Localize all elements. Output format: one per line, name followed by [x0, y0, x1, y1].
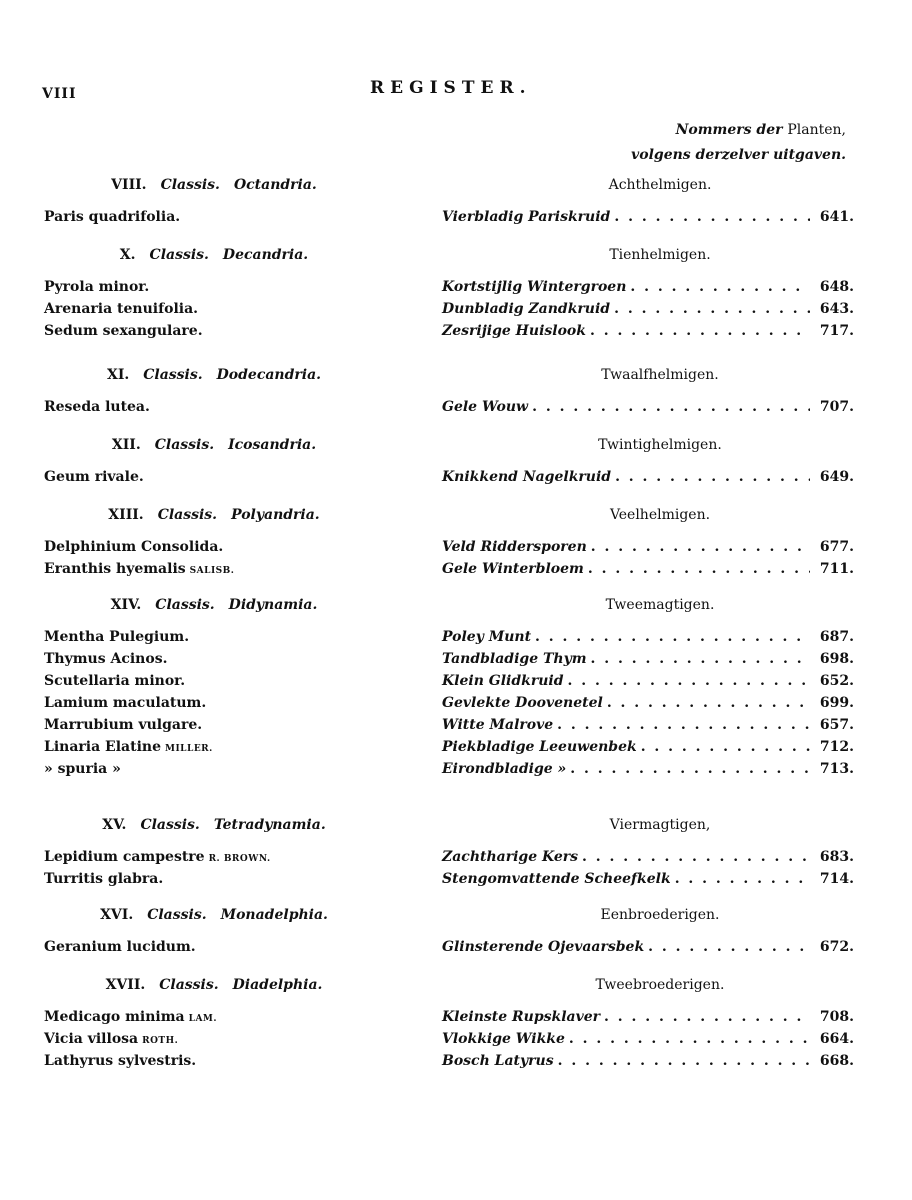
dutch-name: Knikkend Nagelkruid — [442, 469, 612, 485]
plant-number: 714. — [819, 871, 854, 887]
class-number: XIII. — [108, 507, 144, 523]
latin-species — [44, 736, 364, 758]
class-order: Dodecandria. — [216, 367, 322, 383]
dutch-entry — [442, 736, 854, 758]
plant-number: 652. — [819, 673, 854, 689]
latin-section — [44, 242, 364, 342]
latin-species — [44, 692, 364, 714]
class-heading — [44, 812, 364, 838]
class-number: X. — [119, 247, 136, 263]
latin-species — [44, 276, 364, 298]
latin-species — [44, 626, 364, 648]
dutch-section — [442, 902, 854, 958]
dutch-entry — [442, 626, 854, 648]
latin-list — [44, 396, 364, 418]
latin-name: Scutellaria minor. — [44, 673, 186, 689]
plant-number: 657. — [819, 717, 854, 733]
leader-dots — [532, 396, 810, 418]
group-heading: Tienhelmigen. — [609, 247, 711, 263]
classis-label: Classis. — [149, 247, 209, 263]
class-number: XIV. — [110, 597, 142, 613]
dutch-name: Stengomvattende Scheefkelk — [442, 871, 671, 887]
leader-dots — [675, 868, 810, 890]
latin-list — [44, 276, 364, 342]
latin-species — [44, 298, 364, 320]
class-number: XVI. — [100, 907, 134, 923]
leader-dots — [535, 626, 810, 648]
latin-list — [44, 936, 364, 958]
dutch-list — [442, 626, 854, 780]
plant-number: 672. — [819, 939, 854, 955]
dutch-entry — [442, 536, 854, 558]
page-folio: VIII — [42, 86, 77, 102]
dutch-entry — [442, 714, 854, 736]
latin-species — [44, 936, 364, 958]
leader-dots — [614, 298, 810, 320]
latin-species — [44, 536, 364, 558]
leader-dots — [590, 320, 810, 342]
latin-name: Mentha Pulegium. — [44, 629, 190, 645]
class-number: XII. — [111, 437, 141, 453]
dutch-section — [442, 172, 854, 228]
dutch-name: Vlokkige Wikke — [442, 1031, 565, 1047]
latin-species — [44, 670, 364, 692]
dutch-list — [442, 846, 854, 890]
dutch-name: Gele Wouw — [442, 399, 529, 415]
dutch-section — [442, 812, 854, 890]
leader-dots — [570, 758, 810, 780]
latin-author: R. BROWN. — [208, 854, 271, 864]
dutch-entry — [442, 1050, 854, 1072]
latin-species — [44, 846, 364, 868]
latin-name: Delphinium Consolida. — [44, 539, 224, 555]
dutch-name: Eirondbladige » — [442, 761, 567, 777]
dutch-name: Poley Munt — [442, 629, 532, 645]
class-order: Tetradynamia. — [213, 817, 326, 833]
leader-dots — [569, 1028, 810, 1050]
latin-species — [44, 1028, 364, 1050]
latin-name: Turritis glabra. — [44, 871, 164, 887]
column-note-line-1 — [486, 118, 846, 143]
plant-number: 699. — [819, 695, 854, 711]
leader-dots — [604, 1006, 810, 1028]
latin-section — [44, 432, 364, 488]
leader-dots — [591, 648, 810, 670]
latin-author: LAM. — [188, 1014, 218, 1024]
dutch-name: Dunbladig Zandkruid — [442, 301, 611, 317]
column-note-text: Nommers der — [675, 122, 783, 138]
dutch-name: Gele Winterbloem — [442, 561, 584, 577]
latin-name: Lathyrus sylvestris. — [44, 1053, 197, 1069]
latin-list — [44, 846, 364, 890]
dutch-entry — [442, 298, 854, 320]
classis-label: Classis. — [147, 907, 207, 923]
dutch-list — [442, 206, 854, 228]
dutch-entry — [442, 396, 854, 418]
latin-section — [44, 502, 364, 580]
plant-number: 712. — [819, 739, 854, 755]
latin-species — [44, 1050, 364, 1072]
latin-name: Vicia villosa — [44, 1031, 139, 1047]
latin-section — [44, 902, 364, 958]
latin-name: » spuria » — [44, 761, 121, 777]
leader-dots — [568, 670, 810, 692]
class-heading — [44, 502, 364, 528]
dutch-section — [442, 502, 854, 580]
plant-number: 698. — [819, 651, 854, 667]
classis-label: Classis. — [143, 367, 203, 383]
group-heading: Tweebroederigen. — [595, 977, 725, 993]
dutch-name: Veld Riddersporen — [442, 539, 587, 555]
leader-dots — [614, 206, 810, 228]
plant-number: 687. — [819, 629, 854, 645]
dutch-entry — [442, 846, 854, 868]
latin-name: Geum rivale. — [44, 469, 144, 485]
dutch-name: Piekbladige Leeuwenbek — [442, 739, 637, 755]
latin-list — [44, 1006, 364, 1072]
leader-dots — [615, 466, 810, 488]
latin-author: SALISB. — [189, 566, 235, 576]
latin-species — [44, 758, 364, 780]
class-order: Octandria. — [233, 177, 317, 193]
dutch-section — [442, 242, 854, 342]
leader-dots — [641, 736, 810, 758]
latin-name: Geranium lucidum. — [44, 939, 196, 955]
dutch-entry — [442, 670, 854, 692]
dutch-entry — [442, 320, 854, 342]
class-number: VIII. — [111, 177, 147, 193]
group-heading: Twintighelmigen. — [598, 437, 722, 453]
classis-label: Classis. — [140, 817, 200, 833]
group-heading: Achthelmigen. — [608, 177, 712, 193]
latin-species — [44, 206, 364, 228]
plant-number: 713. — [819, 761, 854, 777]
group-heading: Eenbroederigen. — [600, 907, 720, 923]
dutch-name: Gevlekte Doovenetel — [442, 695, 603, 711]
class-number: XVII. — [105, 977, 146, 993]
leader-dots — [648, 936, 810, 958]
latin-author: MILLER. — [164, 744, 213, 754]
dutch-section — [442, 432, 854, 488]
latin-species — [44, 320, 364, 342]
leader-dots — [582, 846, 810, 868]
class-heading — [44, 172, 364, 198]
latin-species — [44, 396, 364, 418]
class-order: Decandria. — [222, 247, 309, 263]
dutch-entry — [442, 936, 854, 958]
dutch-entry — [442, 276, 854, 298]
dutch-entry — [442, 206, 854, 228]
latin-name: Medicago minima — [44, 1009, 185, 1025]
latin-section — [44, 362, 364, 418]
plant-number: 708. — [819, 1009, 854, 1025]
dutch-name: Bosch Latyrus — [442, 1053, 554, 1069]
latin-species — [44, 648, 364, 670]
latin-name: Sedum sexangulare. — [44, 323, 203, 339]
dutch-section — [442, 972, 854, 1072]
group-heading: Viermagtigen, — [609, 817, 711, 833]
class-order: Monadelphia. — [220, 907, 328, 923]
class-order: Diadelphia. — [232, 977, 323, 993]
leader-dots — [558, 1050, 810, 1072]
plant-number: 664. — [819, 1031, 854, 1047]
latin-species — [44, 714, 364, 736]
class-heading — [44, 902, 364, 928]
classis-label: Classis. — [157, 507, 218, 523]
classis-label: Classis. — [155, 597, 215, 613]
class-order: Didynamia. — [228, 597, 318, 613]
class-heading — [44, 592, 364, 618]
dutch-entry — [442, 466, 854, 488]
latin-species — [44, 1006, 364, 1028]
plant-number: 641. — [819, 209, 854, 225]
leader-dots — [591, 536, 810, 558]
leader-dots — [588, 558, 810, 580]
group-heading: Tweemagtigen. — [605, 597, 715, 613]
classis-label: Classis. — [159, 977, 219, 993]
latin-list — [44, 466, 364, 488]
class-heading — [44, 972, 364, 998]
dutch-list — [442, 276, 854, 342]
column-note-line-2: volgens derzelver uitgaven. — [631, 147, 846, 163]
dutch-name: Klein Glidkruid — [442, 673, 564, 689]
plant-number: 643. — [819, 301, 854, 317]
dutch-entry — [442, 758, 854, 780]
class-number: XI. — [106, 367, 130, 383]
dutch-entry — [442, 1006, 854, 1028]
latin-section — [44, 812, 364, 890]
leader-dots — [607, 692, 810, 714]
plant-number: 668. — [819, 1053, 854, 1069]
dutch-entry — [442, 558, 854, 580]
class-heading — [44, 242, 364, 268]
dutch-list — [442, 936, 854, 958]
latin-name: Thymus Acinos. — [44, 651, 168, 667]
dutch-name: Zesrijige Huislook — [442, 323, 586, 339]
latin-list — [44, 626, 364, 780]
dutch-name: Zachtharige Kers — [442, 849, 579, 865]
dutch-list — [442, 396, 854, 418]
dutch-list — [442, 1006, 854, 1072]
classis-label: Classis. — [154, 437, 215, 453]
latin-name: Pyrola minor. — [44, 279, 150, 295]
dutch-section — [442, 362, 854, 418]
dutch-entry — [442, 868, 854, 890]
classis-label: Classis. — [160, 177, 220, 193]
latin-section — [44, 592, 364, 780]
class-order: Icosandria. — [228, 437, 317, 453]
latin-name: Linaria Elatine — [44, 739, 161, 755]
dutch-name: Witte Malrove — [442, 717, 554, 733]
plant-number: 711. — [819, 561, 854, 577]
dutch-list — [442, 466, 854, 488]
latin-name: Lepidium campestre — [44, 849, 205, 865]
dutch-entry — [442, 648, 854, 670]
dutch-list — [442, 536, 854, 580]
plant-number: 677. — [819, 539, 854, 555]
latin-name: Arenaria tenuifolia. — [44, 301, 199, 317]
class-heading — [44, 432, 364, 458]
group-heading: Twaalfhelmigen. — [601, 367, 719, 383]
latin-name: Lamium maculatum. — [44, 695, 207, 711]
plant-number: 683. — [819, 849, 854, 865]
latin-name: Reseda lutea. — [44, 399, 150, 415]
latin-species — [44, 558, 364, 580]
latin-author: ROTH. — [142, 1036, 179, 1046]
latin-section — [44, 972, 364, 1072]
dutch-name: Tandbladige Thym — [442, 651, 587, 667]
plant-number: 717. — [819, 323, 854, 339]
plant-number: 707. — [819, 399, 854, 415]
latin-name: Eranthis hyemalis — [44, 561, 186, 577]
latin-species — [44, 868, 364, 890]
leader-dots — [557, 714, 810, 736]
dutch-name: Glinsterende Ojevaarsbek — [442, 939, 645, 955]
class-order: Polyandria. — [231, 507, 320, 523]
group-heading: Veelhelmigen. — [609, 507, 711, 523]
latin-list — [44, 206, 364, 228]
latin-species — [44, 466, 364, 488]
class-heading — [44, 362, 364, 388]
dutch-section — [442, 592, 854, 780]
latin-section — [44, 172, 364, 228]
column-note — [486, 118, 846, 168]
column-note-planten: Planten, — [787, 122, 846, 138]
leader-dots — [630, 276, 810, 298]
latin-list — [44, 536, 364, 580]
plant-number: 649. — [819, 469, 854, 485]
dutch-entry — [442, 692, 854, 714]
page-title: REGISTER. — [370, 78, 532, 98]
plant-number: 648. — [819, 279, 854, 295]
dutch-name: Vierbladig Pariskruid — [442, 209, 611, 225]
dutch-name: Kortstijlig Wintergroen — [442, 279, 627, 295]
latin-name: Marrubium vulgare. — [44, 717, 203, 733]
class-number: XV. — [102, 817, 127, 833]
dutch-name: Kleinste Rupsklaver — [442, 1009, 601, 1025]
latin-name: Paris quadrifolia. — [44, 209, 181, 225]
dutch-entry — [442, 1028, 854, 1050]
